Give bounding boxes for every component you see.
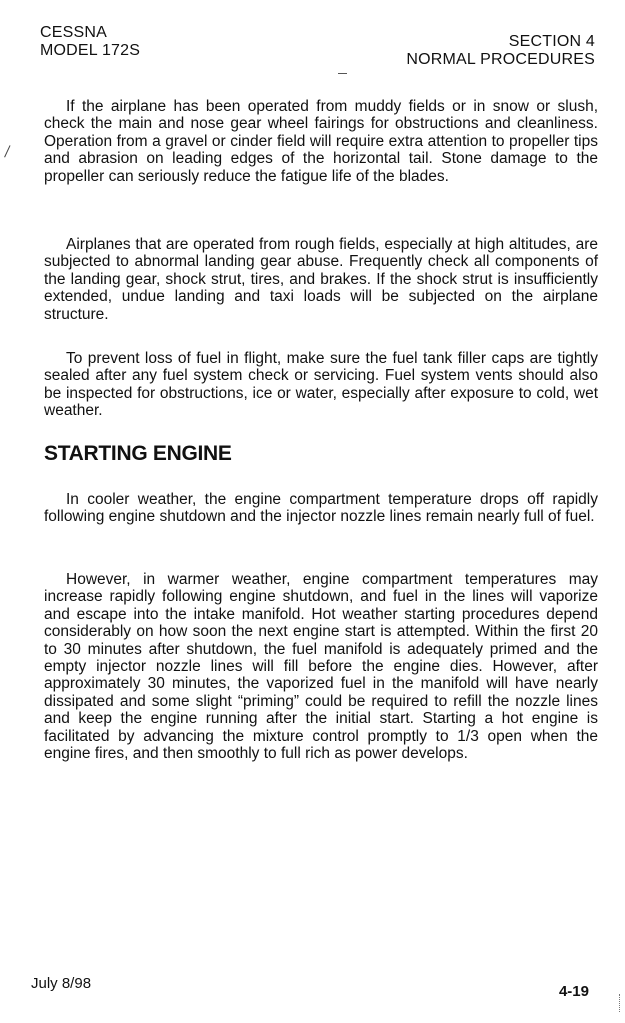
paragraph-warmer-weather: However, in warmer weather, engine compartment temperatures may increase rapidly following engine shutdown, and fuel in the lines will vaporize and escape into the intake manifold. Hot weather starting procedures depend considerably on how soon the next engine start is attempted. Within the first 20 to 30 minutes after shutdown, the fuel manifold is adequately primed and the empty injector nozzle lines will fill before the engine dies. However, after approximately 30 minutes, the vaporized fuel in the manifold will have nearly dissipated and some slight “priming” could be required to refill the nozzle lines and keep the engine running after the initial start. Starting a hot engine is facilitated by advancing the mixture control promptly to 1/3 open when the engine fires, and then smoothly to full rich as power develops.: [44, 571, 598, 763]
header-section-title: NORMAL PROCEDURES: [406, 51, 595, 68]
footer-page-number: 4-19: [558, 983, 589, 1000]
margin-mark: [0, 144, 10, 158]
paragraph-rough-fields: Airplanes that are operated from rough fields, especially at high altitudes, are subjected to abnormal landing gear abuse. Frequently check all components of the landing gear, shock strut, tires, and brakes. If the shock strut is insufficiently extended, undue landing and taxi loads will be subjected on the airplane structure.: [44, 236, 598, 323]
header-section-number: SECTION 4: [508, 33, 595, 50]
section-heading-starting-engine: STARTING ENGINE: [44, 442, 232, 465]
paragraph-fuel-caps: To prevent loss of fuel in flight, make sure the fuel tank filler caps are tightly sealed after any fuel system check or servicing. Fuel system vents should also be inspected for obstructions, ice or water, especially after exposure to cold, wet weather.: [44, 350, 598, 420]
paragraph-field-conditions: If the airplane has been operated from muddy fields or in snow or slush, check the main and nose gear wheel fairings for obstructions and cleanliness. Operation from a gravel or cinder field will require extra attention to propeller tips and abrasion on leading edges of the horizontal tail. Stone damage to the propeller can seriously reduce the fatigue life of the blades.: [44, 98, 598, 185]
header-aircraft-model: [40, 24, 140, 60]
header-section: [406, 33, 595, 69]
margin-mark-right: [619, 994, 621, 1012]
paragraph-cooler-weather: In cooler weather, the engine compartment temperature drops off rapidly following engine shutdown and the injector nozzle lines remain nearly full of fuel.: [44, 491, 598, 526]
header-manufacturer: CESSNA: [40, 24, 107, 41]
footer-date: July 8/98: [31, 975, 92, 992]
header-model: MODEL 172S: [40, 42, 141, 59]
header-divider-mark: [338, 73, 347, 74]
